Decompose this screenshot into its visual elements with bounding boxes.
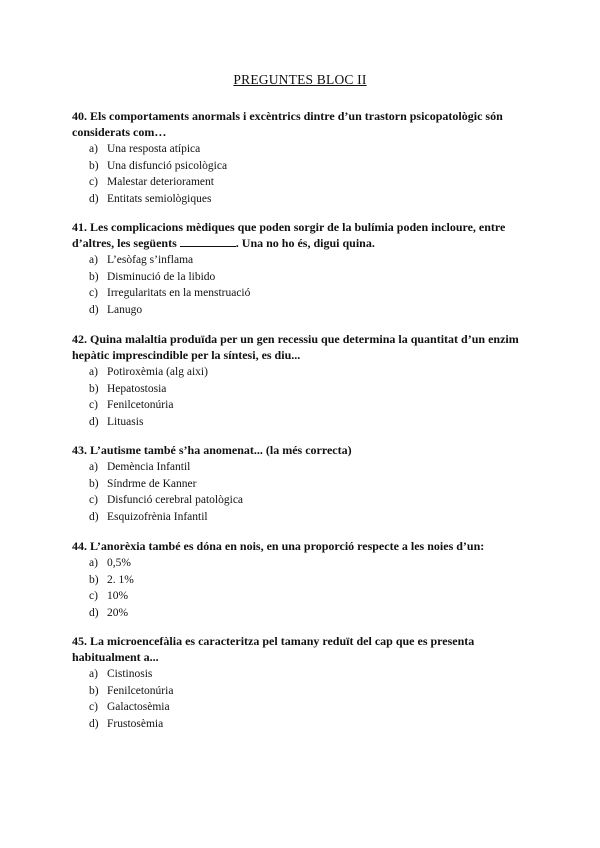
- option-letter: b): [89, 573, 99, 586]
- option-list: [72, 364, 534, 430]
- option-text: Una resposta atípica: [107, 143, 201, 155]
- option-letter: b): [89, 684, 99, 697]
- option-text: L’esòfag s’inflama: [107, 254, 194, 266]
- option-a: [72, 666, 534, 683]
- option-text: Disminució de la libido: [107, 270, 216, 283]
- option-text: Esquizofrènia Infantil: [107, 510, 208, 523]
- question-text: [72, 219, 534, 251]
- option-letter: a): [89, 461, 98, 473]
- option-a: [72, 252, 534, 269]
- option-text: Síndrme de Kanner: [107, 477, 197, 490]
- option-text: Fenilcetonúria: [107, 399, 174, 411]
- question-44: [72, 538, 534, 621]
- option-letter: b): [89, 477, 99, 490]
- option-c: [72, 174, 534, 191]
- question-40: [72, 108, 534, 207]
- option-a: [72, 555, 534, 572]
- option-letter: c): [89, 287, 98, 299]
- option-text: Frustosèmia: [107, 717, 164, 730]
- option-text: 2. 1%: [107, 573, 134, 586]
- question-41: [72, 219, 534, 318]
- option-b: [72, 269, 534, 286]
- question-text: 43. L’autisme també s’ha anomenat... (la més correcta): [72, 443, 352, 457]
- option-text: Lituasis: [107, 415, 144, 428]
- option-text: Malestar deteriorament: [107, 176, 214, 188]
- option-b: [72, 476, 534, 493]
- option-list: [72, 666, 534, 732]
- option-letter: c): [89, 701, 98, 713]
- option-letter: d): [89, 510, 99, 523]
- option-letter: c): [89, 590, 98, 602]
- option-text: Cistinosis: [107, 668, 153, 680]
- option-letter: c): [89, 494, 98, 506]
- option-d: [72, 605, 534, 622]
- option-list: [72, 141, 534, 207]
- option-b: [72, 381, 534, 398]
- question-text: 42. Quina malaltia produïda per un gen recessiu que determina la quantitat d’un enzim hepàtic imprescindible per la síntesi, es diu...: [72, 332, 519, 362]
- option-letter: a): [89, 557, 98, 569]
- option-d: [72, 716, 534, 733]
- option-list: [72, 555, 534, 621]
- option-letter: a): [89, 366, 98, 378]
- question-text: 44. L’anorèxia també es dóna en nois, en una proporció respecte a les noies d’un:: [72, 539, 485, 553]
- option-text: Demència Infantil: [107, 461, 191, 473]
- option-letter: c): [89, 399, 98, 411]
- option-letter: b): [89, 159, 99, 172]
- option-text: Potiroxèmia (alg aixi): [107, 366, 208, 378]
- option-letter: d): [89, 415, 99, 428]
- option-d: [72, 414, 534, 431]
- question-text-after: . Una no ho és, digui quina.: [235, 236, 375, 250]
- option-text: Disfunció cerebral patològica: [107, 494, 244, 506]
- option-b: [72, 158, 534, 175]
- option-c: [72, 492, 534, 509]
- option-d: [72, 302, 534, 319]
- option-text: 20%: [107, 606, 129, 619]
- option-letter: d): [89, 192, 99, 205]
- option-b: [72, 572, 534, 589]
- answer-blank: [180, 235, 236, 247]
- question-text: 40. Els comportaments anormals i excèntrics dintre d’un trastorn psicopatològic són considerats com…: [72, 109, 503, 139]
- option-text: Lanugo: [107, 303, 143, 316]
- option-list: [72, 252, 534, 318]
- option-c: [72, 588, 534, 605]
- option-letter: d): [89, 717, 99, 730]
- option-text: Hepatostosia: [107, 382, 167, 395]
- option-list: [72, 459, 534, 525]
- question-42: [72, 331, 534, 430]
- option-a: [72, 141, 534, 158]
- option-text: Galactosèmia: [107, 701, 170, 713]
- option-letter: d): [89, 303, 99, 316]
- option-d: [72, 509, 534, 526]
- option-text: 0,5%: [107, 557, 131, 569]
- option-c: [72, 699, 534, 716]
- option-text: 10%: [107, 590, 129, 602]
- option-text: Irregularitats en la menstruació: [107, 287, 251, 299]
- option-letter: d): [89, 606, 99, 619]
- option-c: [72, 285, 534, 302]
- question-45: [72, 633, 534, 732]
- option-letter: c): [89, 176, 98, 188]
- option-letter: a): [89, 254, 98, 266]
- option-text: Entitats semiològiques: [107, 192, 212, 205]
- option-letter: b): [89, 382, 99, 395]
- question-text: 45. La microencefàlia es caracteritza pel tamany reduït del cap que es presenta habitualment a...: [72, 634, 475, 664]
- option-letter: a): [89, 143, 98, 155]
- page-title: PREGUNTES BLOC II: [233, 72, 367, 87]
- option-a: [72, 459, 534, 476]
- option-letter: b): [89, 270, 99, 283]
- option-d: [72, 191, 534, 208]
- option-b: [72, 683, 534, 700]
- question-43: [72, 442, 534, 525]
- option-text: Una disfunció psicològica: [107, 159, 228, 172]
- question-text-before: 41. Les complicacions mèdiques que poden sorgir de la bulímia poden incloure, entre d’altres, les següents: [72, 220, 506, 250]
- option-a: [72, 364, 534, 381]
- option-letter: a): [89, 668, 98, 680]
- option-c: [72, 397, 534, 414]
- option-text: Fenilcetonúria: [107, 684, 174, 697]
